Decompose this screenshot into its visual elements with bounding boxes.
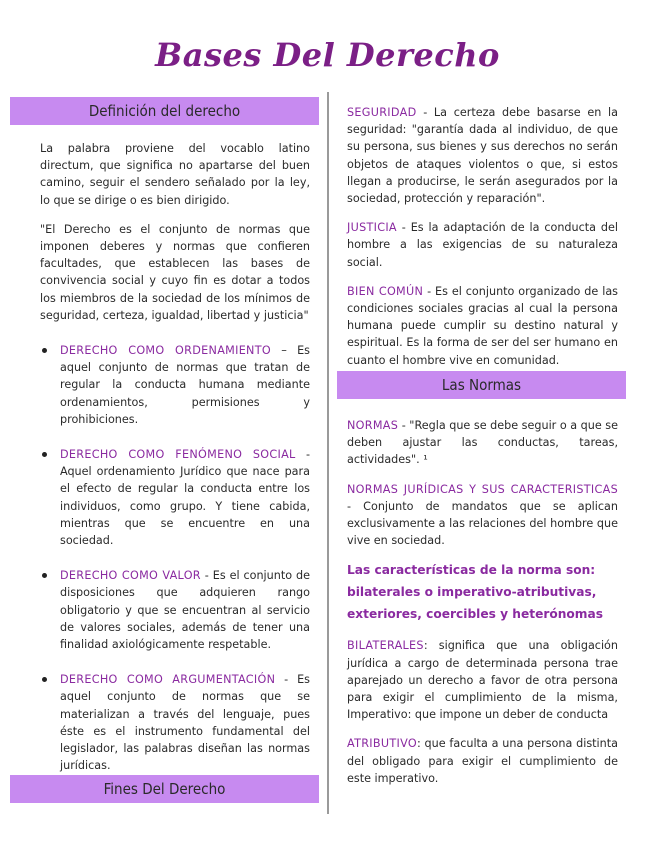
paragraph-caracteristicas: Las características de la norma son: bilaterales o imperativo-atributivas, exteriores, coercibles y heterónomas	[347, 563, 603, 622]
paragraph-atributivo	[347, 735, 618, 787]
paragraph-definicion-cita: "El Derecho es el conjunto de normas que imponen deberes y normas que confieren facultades, que establecen las bases de convivencia social y cuyo fin es dotar a todos los miembros de la sociedad de los mínimos de seguridad, certeza, igualdad, libertad y justicia"	[40, 222, 310, 322]
column-divider	[327, 92, 329, 814]
bullet-icon	[42, 348, 47, 353]
banner-normas	[337, 371, 626, 399]
text-bien-comun: - Es el conjunto organizado de las condiciones sociales gracias al cual la persona humana puede cumplir su destino natural y espiritual. Es la forma de ser del ser humano en cuanto el hombre vive en comunidad.	[347, 284, 619, 367]
banner-fines	[10, 775, 319, 803]
bullet-icon	[42, 452, 47, 457]
term-bilaterales: BILATERALES	[347, 639, 424, 653]
paragraph-justicia	[347, 219, 618, 271]
banner-normas-label: Las Normas	[441, 376, 522, 394]
bullet-text: - Es el conjunto de disposiciones que adquieren rango obligatorio y que se encuentran al servicio de valores sociales, además de tener una finalidad axiológicamente respetable.	[60, 569, 310, 652]
right-column-bottom	[347, 417, 618, 787]
banner-definicion	[10, 97, 319, 125]
bullet-term: DERECHO COMO ORDENAMIENTO	[60, 344, 271, 358]
bullet-text: – Es aquel conjunto de normas que tratan de regular la conducta humana mediante ordenamientos, permisiones y prohibiciones.	[60, 344, 311, 426]
text-seguridad: - La certeza debe basarse en la seguridad: "garantía dada al individuo, de que su persona, sus bienes y sus derechos no serán objetos de ataques violentos o que, si estos llegan a producirse, le serán asegurados por la sociedad, protección y reparación".	[347, 106, 618, 206]
banner-fines-label: Fines Del Derecho	[103, 780, 226, 798]
derecho-bullet-list	[40, 342, 310, 774]
paragraph-seguridad	[347, 104, 618, 207]
bullet-icon	[42, 677, 47, 682]
left-column	[40, 140, 310, 775]
text-atributivo: : que faculta a una persona distinta del obligado para exigir el cumplimiento de este imperativo.	[347, 737, 618, 785]
text-justicia: - Es la adaptación de la conducta del hombre a las exigencias de su naturaleza social.	[347, 221, 618, 269]
paragraph-etimologia: La palabra proviene del vocablo latino directum, que significa no apartarse del buen camino, seguir el sendero señalado por la ley, lo que se dirige o es bien dirigido.	[40, 142, 310, 207]
term-normas: NORMAS	[347, 419, 399, 432]
list-item	[40, 446, 310, 549]
term-bien-comun: BIEN COMÚN	[347, 284, 424, 298]
term-justicia: JUSTICIA	[347, 221, 397, 235]
paragraph-bien-comun	[347, 283, 618, 369]
bullet-text: - Aquel ordenamiento Jurídico que nace para el efecto de regular la conducta entre los individuos, como grupo. Y tiene cabida, mientras que se encuentre en una sociedad.	[60, 448, 310, 548]
paragraph-normas-juridicas	[347, 481, 618, 550]
bullet-term: DERECHO COMO FENÓMENO SOCIAL	[60, 448, 296, 462]
bullet-text: - Es aquel conjunto de normas que se materializan a través del lenguaje, pues éste es el instrumento fundamental del legislador, las palabras diseñan las normas jurídicas.	[60, 673, 311, 773]
bullet-term: DERECHO COMO VALOR	[60, 569, 201, 583]
list-item	[40, 567, 310, 653]
list-item	[40, 342, 310, 428]
term-seguridad: SEGURIDAD	[347, 106, 417, 119]
bullet-icon	[42, 573, 47, 578]
page-title: Bases Del Derecho	[155, 36, 500, 74]
list-item	[40, 671, 310, 774]
right-column-top	[347, 104, 618, 369]
term-atributivo: ATRIBUTIVO	[347, 737, 417, 751]
paragraph-normas	[347, 417, 618, 469]
text-bilaterales: : significa que una obligación jurídica a cargo de determinada persona trae aparejado un derecho a favor de otra persona para exigir el cumplimiento de la misma, Imperativo: que impone un deber de conducta	[347, 639, 618, 722]
text-normas: - "Regla que se debe seguir o a que se deben ajustar las conductas, tareas, actividades". ¹	[347, 419, 618, 467]
bullet-term: DERECHO COMO ARGUMENTACIÓN	[60, 673, 276, 687]
paragraph-bilaterales	[347, 637, 618, 723]
banner-definicion-label: Definición del derecho	[88, 102, 241, 120]
term-normas-juridicas: NORMAS JURÍDICAS Y SUS CARACTERISTICAS	[347, 482, 618, 496]
text-normas-juridicas: - Conjunto de mandatos que se aplican exclusivamente a las relaciones del hombre que vive en sociedad.	[347, 499, 618, 548]
